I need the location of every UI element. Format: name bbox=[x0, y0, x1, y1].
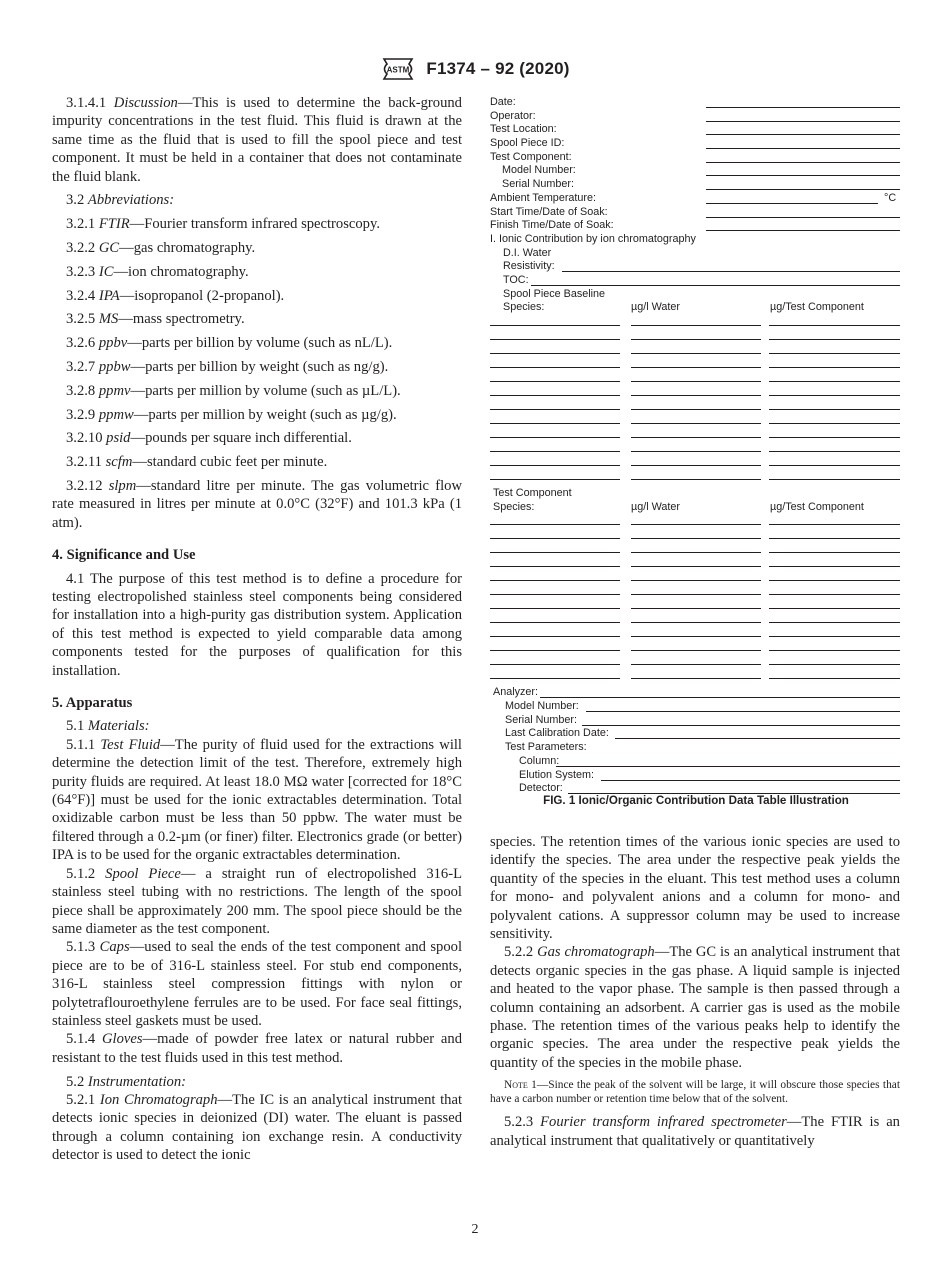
paragraph-3-1-4-1: 3.1.4.1 Discussion—This is used to determine the back-ground impurity concentrations in the test fluid. This fluid is drawn at the same time as the fluid that is used to fill the spool piece and test component. It must be held in a container that does not contaminate the fluid blank. bbox=[52, 95, 462, 185]
paragraph-5-1-3: 5.1.3 Caps—used to seal the ends of the test component and spool piece are to be of 316-L stainless steel. For stub end components, 316-L stainless steel compression fittings with nylon or polytetraflouroethylene ferrules are to be used. For face seal fittings, stainless steel gaskets must be used. bbox=[52, 939, 462, 1029]
table-blank-line bbox=[631, 566, 761, 567]
section-1-heading: I. Ionic Contribution by ion chromatography bbox=[490, 232, 696, 245]
table-blank-line bbox=[769, 395, 900, 396]
form-field: Finish Time/Date of Soak: bbox=[490, 219, 902, 233]
table-blank-line bbox=[490, 395, 620, 396]
analyzer-field: Last Calibration Date: bbox=[490, 727, 902, 741]
table-blank-line bbox=[769, 678, 900, 679]
analyzer-fields bbox=[490, 700, 902, 755]
left-column bbox=[52, 94, 462, 1165]
svg-text:ASTM: ASTM bbox=[387, 65, 410, 75]
form-field: Start Time/Date of Soak: bbox=[490, 206, 902, 220]
analyzer-field: Model Number: bbox=[490, 700, 902, 714]
table-blank-line bbox=[631, 552, 761, 553]
figure-data-form bbox=[490, 96, 902, 796]
table-blank-line bbox=[769, 465, 900, 466]
table-blank-line bbox=[769, 622, 900, 623]
table-blank-line bbox=[490, 479, 620, 480]
toc-field: TOC: bbox=[490, 274, 902, 288]
table-blank-line bbox=[631, 538, 761, 539]
test-parameter-field: Detector: bbox=[490, 782, 902, 796]
table-blank-line bbox=[631, 636, 761, 637]
table-blank-line bbox=[490, 580, 620, 581]
table-blank-line bbox=[490, 538, 620, 539]
abbreviation-item: 3.2.5 MS—mass spectrometry. bbox=[66, 311, 245, 328]
table-blank-line bbox=[769, 650, 900, 651]
table-blank-line bbox=[490, 594, 620, 595]
spool-baseline-label: Spool Piece Baseline bbox=[503, 287, 606, 300]
paragraph-5-1-1: 5.1.1 Test Fluid—The purity of fluid used for the extractions will determine the detection limit of the test. Therefore, extremely high purity fluids are required. At least 18.0 MΩ water [corrected for 18°C (64°F)] must be used for the ionic extractables determination. Total oxidizable carbon must be less than 50 ppbw. The water must be filtered through a 0.2-µm (or finer) filter. Electronics grade (or better) IPA is to be used for the organic extractables determination. bbox=[52, 736, 462, 864]
paragraph-5-2: 5.2 Instrumentation: bbox=[66, 1073, 187, 1090]
section-5-title: 5. Apparatus bbox=[52, 695, 133, 712]
table-blank-line bbox=[631, 395, 761, 396]
table-blank-line bbox=[490, 409, 620, 410]
table-blank-line bbox=[769, 538, 900, 539]
abbreviation-item: 3.2.4 IPA—isopropanol (2-propanol). bbox=[66, 287, 285, 304]
astm-logo-icon bbox=[380, 56, 416, 82]
table-blank-line bbox=[769, 451, 900, 452]
table-blank-line bbox=[769, 367, 900, 368]
spool-baseline-table bbox=[490, 315, 902, 487]
table-blank-line bbox=[490, 325, 620, 326]
abbreviation-item: 3.2.12 slpm—standard litre per minute. The gas volumetric flow rate measured in litres per minute at 0.0°C (32°F) and 101.3 kPa (1 atm). bbox=[52, 477, 462, 531]
table-blank-line bbox=[490, 650, 620, 651]
test-parameter-fields bbox=[490, 755, 902, 796]
di-water-label: D.I. Water bbox=[503, 246, 552, 259]
abbreviation-item: 3.2.9 ppmw—parts per million by weight (such as µg/g). bbox=[66, 406, 397, 423]
abbreviations-list bbox=[52, 215, 462, 532]
table-blank-line bbox=[490, 367, 620, 368]
analyzer-field: Analyzer: bbox=[490, 686, 902, 700]
table-blank-line bbox=[631, 479, 761, 480]
table-blank-line bbox=[490, 552, 620, 553]
table-blank-line bbox=[631, 381, 761, 382]
figure-caption: FIG. 1 Ionic/Organic Contribution Data Table Illustration bbox=[543, 794, 849, 807]
table-blank-line bbox=[631, 465, 761, 466]
table-blank-line bbox=[769, 636, 900, 637]
abbreviation-item: 3.2.3 IC—ion chromatography. bbox=[66, 263, 249, 280]
table-blank-line bbox=[490, 381, 620, 382]
table-blank-line bbox=[631, 524, 761, 525]
paragraph-5-2-1: 5.2.1 Ion Chromatograph—The IC is an analytical instrument that detects ionic species in deionized (DI) water. The eluant is passed through a column containing ion exchange resin. A conductivity detector is used to detect the ionic bbox=[52, 1091, 462, 1164]
celsius-unit: °C bbox=[884, 191, 897, 204]
paragraph-4-1: 4.1 The purpose of this test method is to define a procedure for testing electropolished stainless steel components being considered for installation into a high-purity gas distribution system. Application of this test method is expected to yield comparable data among components tested for the purposes of qualification for this installation. bbox=[52, 570, 462, 679]
paragraph-5-1: 5.1 Materials: bbox=[66, 718, 150, 735]
table-blank-line bbox=[769, 664, 900, 665]
table-blank-line bbox=[769, 552, 900, 553]
table-blank-line bbox=[631, 664, 761, 665]
abbreviation-item: 3.2.6 ppbv—parts per billion by volume (such as nL/L). bbox=[66, 335, 393, 352]
water-col-header: µg/l Water bbox=[631, 500, 681, 513]
table-blank-line bbox=[769, 566, 900, 567]
table-1-header bbox=[490, 301, 902, 315]
abbreviation-item: 3.2.2 GC—gas chromatography. bbox=[66, 240, 256, 257]
paragraph-5-2-1-continued: species. The retention times of the various ionic species are used to identify the species. The area under the respective peak yields the quantity of the species in the eluant. This test method uses a column for mono- and polyvalent anions and a column for mono- and polyvalent cations. A suppressor column may be used to increase sensitivity. bbox=[490, 834, 900, 943]
table-blank-line bbox=[490, 636, 620, 637]
table-blank-line bbox=[490, 566, 620, 567]
table-blank-line bbox=[769, 353, 900, 354]
paragraph-5-1-2: 5.1.2 Spool Piece— a straight run of electropolished 316-L stainless steel tubing with no restrictions. The length of the spool piece shall be approximately 200 mm. The spool piece should be the same diameter as the test component. bbox=[52, 865, 462, 937]
header-fields bbox=[490, 96, 902, 233]
page-header bbox=[0, 56, 950, 82]
table-blank-line bbox=[769, 409, 900, 410]
table-blank-line bbox=[769, 437, 900, 438]
abbreviation-item: 3.2.7 ppbw—parts per billion by weight (such as ng/g). bbox=[66, 359, 389, 375]
table-blank-line bbox=[631, 339, 761, 340]
test-parameter-field: Column: bbox=[490, 755, 902, 769]
abbreviation-item: 3.2.10 psid—pounds per square inch differential. bbox=[66, 430, 352, 447]
table-blank-line bbox=[490, 678, 620, 679]
analyzer-field: Serial Number: bbox=[490, 714, 902, 728]
table-blank-line bbox=[631, 622, 761, 623]
test-parameter-field: Elution System: bbox=[490, 769, 902, 783]
table-blank-line bbox=[631, 580, 761, 581]
form-field: Date: bbox=[490, 96, 902, 110]
form-field: Spool Piece ID: bbox=[490, 137, 902, 151]
table-blank-line bbox=[769, 524, 900, 525]
component-col-header: µg/Test Component bbox=[770, 301, 864, 314]
table-blank-line bbox=[490, 622, 620, 623]
page-number: 2 bbox=[471, 1222, 479, 1237]
table-blank-line bbox=[490, 524, 620, 525]
table-blank-line bbox=[631, 608, 761, 609]
table-blank-line bbox=[490, 437, 620, 438]
table-blank-line bbox=[769, 381, 900, 382]
abbreviation-item: 3.2.8 ppmv—parts per million by volume (such as µL/L). bbox=[66, 382, 401, 399]
table-blank-line bbox=[631, 437, 761, 438]
paragraph-5-2-3: 5.2.3 Fourier transform infrared spectrometer—The FTIR is an analytical instrument that qualitatively or quantitatively bbox=[490, 1114, 900, 1149]
table-blank-line bbox=[769, 608, 900, 609]
standard-designation: F1374 – 92 (2020) bbox=[426, 59, 570, 78]
table-blank-line bbox=[490, 451, 620, 452]
table-blank-line bbox=[631, 678, 761, 679]
form-field: Operator: bbox=[490, 110, 902, 124]
abbreviation-item: 3.2.1 FTIR—Fourier transform infrared spectroscopy. bbox=[66, 216, 380, 233]
table-blank-line bbox=[769, 423, 900, 424]
table-blank-line bbox=[631, 423, 761, 424]
table-blank-line bbox=[490, 664, 620, 665]
form-field: Ambient Temperature: °C bbox=[490, 191, 897, 204]
table-blank-line bbox=[631, 650, 761, 651]
table-blank-line bbox=[769, 479, 900, 480]
section-4-title: 4. Significance and Use bbox=[52, 547, 196, 564]
table-blank-line bbox=[490, 423, 620, 424]
test-component-label: Test Component bbox=[493, 487, 572, 499]
resistivity-field: Resistivity: bbox=[490, 260, 902, 274]
table-blank-line bbox=[769, 594, 900, 595]
species-col-header: Species: bbox=[503, 301, 545, 314]
table-blank-line bbox=[631, 594, 761, 595]
water-col-header: µg/l Water bbox=[631, 301, 681, 314]
note-1: Note 1—Since the peak of the solvent will be large, it will obscure those species that have a carbon number or retention time below that of the solvent. bbox=[490, 1079, 900, 1105]
table-blank-line bbox=[490, 353, 620, 354]
form-field: Model Number: bbox=[490, 164, 902, 178]
analyzer-field: Test Parameters: bbox=[505, 741, 587, 754]
table-blank-line bbox=[769, 580, 900, 581]
form-field: Test Component: bbox=[490, 151, 902, 165]
test-component-table bbox=[490, 514, 902, 686]
paragraph-5-2-2: 5.2.2 Gas chromatograph—The GC is an analytical instrument that detects organic species in the gas phase. A liquid sample is injected and heated to the vapor phase. The sample is then passed through a column containing an adsorbent. A carrier gas is used as the mobile phase. The retention times of the various peaks help to identify the organic species. The area under the respective peak yields the quantity of the species in the mobile phase. bbox=[490, 944, 901, 1071]
table-2-header bbox=[490, 501, 902, 515]
paragraph-5-1-4: 5.1.4 Gloves—made of powder free latex or natural rubber and resistant to the test fluids used in this test method. bbox=[52, 1031, 462, 1066]
table-blank-line bbox=[490, 465, 620, 466]
abbreviation-item: 3.2.11 scfm—standard cubic feet per minute. bbox=[66, 454, 328, 471]
abbreviations-heading: 3.2 Abbreviations: bbox=[66, 192, 175, 209]
table-blank-line bbox=[490, 608, 620, 609]
table-blank-line bbox=[769, 339, 900, 340]
component-col-header: µg/Test Component bbox=[770, 500, 864, 513]
table-blank-line bbox=[631, 353, 761, 354]
right-column bbox=[490, 833, 900, 1150]
table-blank-line bbox=[769, 325, 900, 326]
table-blank-line bbox=[631, 409, 761, 410]
table-blank-line bbox=[490, 339, 620, 340]
table-blank-line bbox=[631, 325, 761, 326]
form-field: Serial Number: bbox=[490, 178, 902, 192]
table-blank-line bbox=[631, 367, 761, 368]
species-col-header: Species: bbox=[493, 500, 535, 513]
form-field: Test Location: bbox=[490, 123, 902, 137]
table-blank-line bbox=[631, 451, 761, 452]
